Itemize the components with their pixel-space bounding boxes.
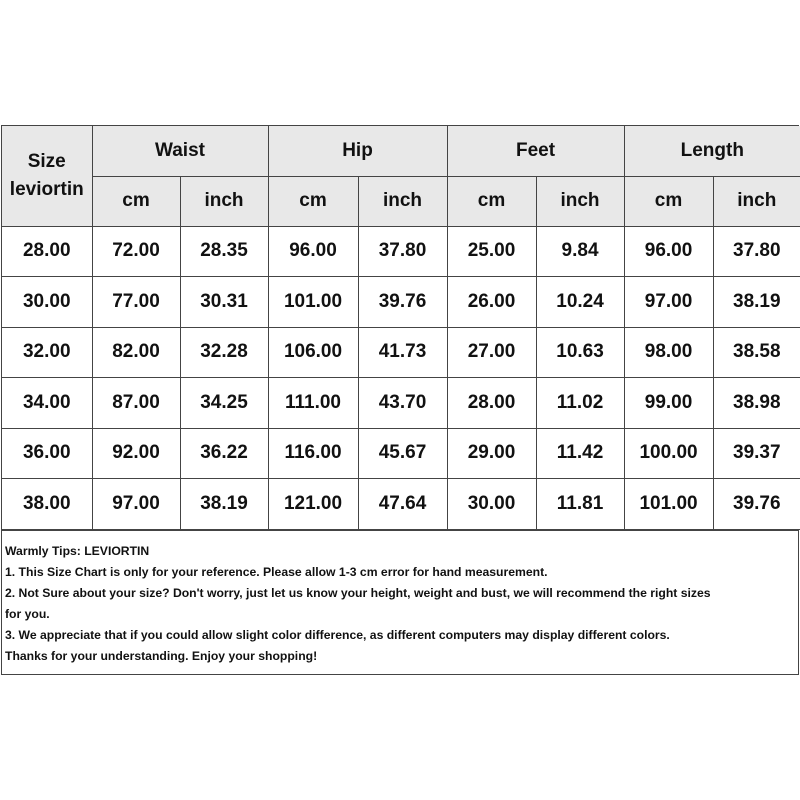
- table-cell: 99.00: [624, 378, 713, 429]
- table-cell: 100.00: [624, 428, 713, 479]
- table-cell: 47.64: [358, 479, 447, 530]
- table-cell: 37.80: [358, 226, 447, 277]
- table-cell: 41.73: [358, 327, 447, 378]
- group-header-feet: Feet: [447, 126, 624, 176]
- table-cell: 11.81: [536, 479, 624, 530]
- tips-line-3: 3. We appreciate that if you could allow slight color difference, as different computers may display different colors.: [5, 627, 670, 642]
- table-cell: 111.00: [268, 378, 358, 429]
- unit-header-cell: inch: [713, 176, 800, 226]
- table-row: [2, 277, 800, 328]
- table-cell: 38.19: [713, 277, 800, 328]
- table-cell: 39.76: [358, 277, 447, 328]
- table-cell: 37.80: [713, 226, 800, 277]
- table-cell: 28.00: [447, 378, 536, 429]
- table-cell: 77.00: [92, 277, 180, 328]
- table-cell: 30.31: [180, 277, 268, 328]
- size-cell: 34.00: [2, 378, 92, 429]
- tips-line-2a: 2. Not Sure about your size? Don't worry, just let us know your height, weight and bust, we will recommend the right sizes: [5, 585, 711, 600]
- table-row: [2, 327, 800, 378]
- table-cell: 98.00: [624, 327, 713, 378]
- group-header-row: [2, 126, 800, 176]
- table-cell: 38.58: [713, 327, 800, 378]
- table-cell: 11.02: [536, 378, 624, 429]
- unit-header-row: [2, 176, 800, 226]
- table-row: [2, 378, 800, 429]
- table-cell: 39.76: [713, 479, 800, 530]
- table-cell: 30.00: [447, 479, 536, 530]
- table-cell: 72.00: [92, 226, 180, 277]
- table-cell: 92.00: [92, 428, 180, 479]
- size-table: [2, 126, 800, 530]
- tips-line-1: 1. This Size Chart is only for your reference. Please allow 1-3 cm error for hand measurement.: [5, 564, 548, 579]
- size-cell: 28.00: [2, 226, 92, 277]
- table-cell: 97.00: [624, 277, 713, 328]
- size-cell: 30.00: [2, 277, 92, 328]
- table-cell: 38.19: [180, 479, 268, 530]
- table-cell: 32.28: [180, 327, 268, 378]
- table-row: [2, 226, 800, 277]
- table-cell: 116.00: [268, 428, 358, 479]
- group-header-hip: Hip: [268, 126, 447, 176]
- table-cell: 29.00: [447, 428, 536, 479]
- table-cell: 45.67: [358, 428, 447, 479]
- size-cell: 36.00: [2, 428, 92, 479]
- unit-header-cell: inch: [180, 176, 268, 226]
- table-row: [2, 428, 800, 479]
- table-cell: 36.22: [180, 428, 268, 479]
- size-header-line-2: leviortin: [9, 178, 84, 200]
- tips-line-4: Thanks for your understanding. Enjoy your shopping!: [5, 648, 318, 663]
- table-cell: 10.24: [536, 277, 624, 328]
- table-cell: 9.84: [536, 226, 624, 277]
- unit-header-cell: inch: [358, 176, 447, 226]
- table-cell: 34.25: [180, 378, 268, 429]
- size-cell: 32.00: [2, 327, 92, 378]
- unit-header-cell: cm: [92, 176, 180, 226]
- group-header-waist: Waist: [92, 126, 268, 176]
- unit-header-cell: cm: [624, 176, 713, 226]
- table-cell: 97.00: [92, 479, 180, 530]
- tips-section: [2, 530, 798, 667]
- table-cell: 10.63: [536, 327, 624, 378]
- size-header-line-1: Size: [27, 150, 66, 172]
- table-cell: 96.00: [624, 226, 713, 277]
- size-header-cell: [2, 126, 92, 226]
- table-cell: 39.37: [713, 428, 800, 479]
- unit-header-cell: cm: [447, 176, 536, 226]
- table-cell: 121.00: [268, 479, 358, 530]
- table-cell: 28.35: [180, 226, 268, 277]
- table-cell: 82.00: [92, 327, 180, 378]
- table-row: [2, 479, 800, 530]
- table-cell: 87.00: [92, 378, 180, 429]
- table-cell: 43.70: [358, 378, 447, 429]
- table-body: [2, 226, 800, 529]
- table-cell: 26.00: [447, 277, 536, 328]
- table-cell: 27.00: [447, 327, 536, 378]
- table-cell: 25.00: [447, 226, 536, 277]
- table-cell: 96.00: [268, 226, 358, 277]
- unit-header-cell: cm: [268, 176, 358, 226]
- tips-line-2b: for you.: [5, 606, 50, 621]
- size-chart: [1, 125, 799, 675]
- table-cell: 101.00: [268, 277, 358, 328]
- table-cell: 101.00: [624, 479, 713, 530]
- size-cell: 38.00: [2, 479, 92, 530]
- tips-title: Warmly Tips: LEVIORTIN: [5, 543, 150, 558]
- unit-header-cell: inch: [536, 176, 624, 226]
- table-cell: 38.98: [713, 378, 800, 429]
- table-cell: 106.00: [268, 327, 358, 378]
- group-header-length: Length: [624, 126, 800, 176]
- table-cell: 11.42: [536, 428, 624, 479]
